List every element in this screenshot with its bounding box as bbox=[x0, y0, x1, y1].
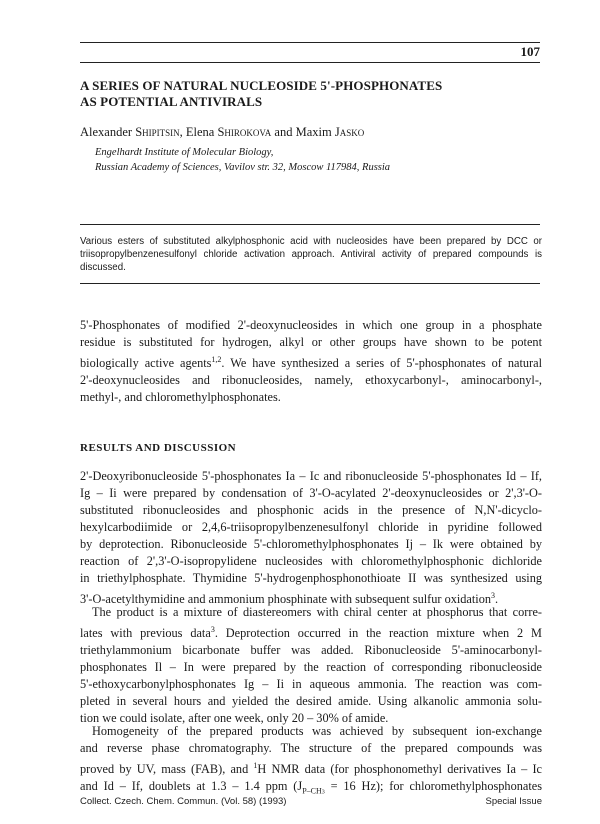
intro-line-4: 2'-deoxynucleosides and ribonucleosides, namely, ethoxycarbonyl-, aminocarbonyl-, bbox=[80, 373, 542, 388]
results-p2-line-2 bbox=[80, 621, 542, 642]
intro-line-2: residue is substituted for hydrogen, alkyl or other groups have shown to be potent bbox=[80, 335, 542, 349]
results-p1-line-6: reaction of 2',3'-O-isopropylidene nucleosides with chloromethylphosphonic dichloride bbox=[80, 554, 542, 568]
results-p3-sub-pch: P–CH bbox=[302, 786, 322, 796]
results-p2-ref-3: 3 bbox=[210, 625, 215, 634]
results-p1-text-8: 3'-O-acetylthymidine and ammonium phosphinate with subsequent sulfur oxidation bbox=[80, 592, 492, 607]
intro-line-5: methyl-, and chloromethylphosphonates. bbox=[80, 390, 281, 405]
results-p3-text-3b: H NMR data (for phosphonomethyl derivatives Ia – Ic bbox=[257, 762, 542, 777]
author-1-first: Alexander bbox=[80, 125, 136, 139]
results-p1-ref-3: 3 bbox=[491, 591, 496, 600]
author-1-last: Shipitsin bbox=[135, 125, 180, 139]
intro-line-3 bbox=[80, 351, 542, 372]
results-p3-text-4b: = 16 Hz); for chloromethylphosphonates bbox=[324, 779, 542, 794]
results-p3-line-1: Homogeneity of the prepared products was achieved by subsequent ion-exchange bbox=[92, 724, 542, 738]
intro-text-3a: biologically active agents bbox=[80, 356, 212, 371]
results-p3-text-4a: and Id – If, doublets at 1.3 – 1.4 ppm (J bbox=[80, 779, 303, 794]
abstract-line-3: discussed. bbox=[80, 262, 126, 273]
article-title bbox=[80, 78, 540, 110]
intro-text-3b: . We have synthesized a series of 5'-phosphonates of natural bbox=[221, 356, 542, 371]
title-line-2: AS POTENTIAL ANTIVIRALS bbox=[80, 94, 263, 109]
results-p1-line-2: Ig – Ii were prepared by condensation of 3'-O-acylated 2'-deoxynucleosides or 2',3'-O- bbox=[80, 486, 542, 500]
page-number: 107 bbox=[520, 44, 540, 59]
results-paragraph-3 bbox=[80, 723, 542, 802]
results-p1-line-4: hexylcarbodiimide or 2,4,6-triisopropylbenzenesulfonyl chloride in pyridine followed bbox=[80, 520, 542, 534]
results-p1-line-7: in triethylphosphate. Thymidine 5'-hydrogenphosphonothioate II was synthesized using bbox=[80, 571, 542, 585]
affiliation-line-2: Russian Academy of Sciences, Vavilov str. 32, Moscow 117984, Russia bbox=[95, 162, 391, 173]
affiliation-line-1: Engelhardt Institute of Molecular Biology, bbox=[95, 147, 274, 158]
results-paragraph-1 bbox=[80, 468, 542, 608]
results-p3-sup-1: 1 bbox=[253, 761, 258, 770]
header-rule-top bbox=[80, 42, 540, 43]
results-p2-line-1: The product is a mixture of diastereomers with chiral center at phosphorus that corre- bbox=[92, 605, 542, 619]
header-rule-bottom bbox=[80, 62, 540, 63]
results-p3-text-3a: proved by UV, mass (FAB), and bbox=[80, 762, 254, 777]
results-p1-line-1: 2'-Deoxyribonucleoside 5'-phosphonates Ia – Ic and ribonucleoside 5'-phosphonates Id – If, bbox=[80, 469, 542, 483]
results-paragraph-2 bbox=[80, 604, 542, 727]
author-sep-1: , Elena bbox=[179, 125, 218, 139]
results-p2-line-5: 5'-ethoxycarbonylphosphonates Ig – Ii in aqueous ammonia. The reaction was com- bbox=[80, 677, 542, 692]
footer-journal: Collect. Czech. Chem. Commun. (Vol. 58) (1993) bbox=[80, 796, 287, 807]
results-p1-line-5: by deprotection. Ribonucleoside 5'-chloromethylphosphonates Ij – Ik were obtained by bbox=[80, 537, 542, 551]
abstract-line-2: triisopropylbenzenesulfonyl chloride activation approach. Antiviral activity of prepared compounds is bbox=[80, 249, 542, 260]
intro-ref-1-2: 1,2 bbox=[211, 355, 222, 364]
results-p3-line-3 bbox=[80, 757, 542, 778]
results-p2-text-2a: lates with previous data bbox=[80, 626, 211, 641]
results-p2-line-6: pleted in several hours and yielded the desired amide. Using alkanolic ammonia solu- bbox=[80, 694, 542, 709]
author-2-last: Shirokova bbox=[217, 125, 272, 139]
intro-paragraph bbox=[80, 317, 542, 406]
results-p2-line-3: triethylammonium bicarbonate buffer was added. Ribonucleoside 5'-aminocarbonyl- bbox=[80, 643, 542, 658]
results-p3-line-2: and reverse phase chromatography. The structure of the prepared compounds was bbox=[80, 741, 542, 755]
section-heading: RESULTS AND DISCUSSION bbox=[80, 442, 237, 454]
author-sep-2: and Maxim bbox=[271, 125, 335, 139]
author-3-last: Jasko bbox=[334, 125, 365, 139]
abstract-rule-top bbox=[80, 224, 540, 225]
intro-line-1: 5'-Phosphonates of modified 2'-deoxynucleosides in which one group in a phosphate bbox=[80, 318, 542, 332]
abstract-rule-bottom bbox=[80, 283, 540, 284]
footer-issue: Special Issue bbox=[485, 796, 542, 807]
results-p2-line-7: tion we could isolate, after one week, only 20 – 30% of amide. bbox=[80, 711, 389, 726]
results-p2-text-2b: . Deprotection occurred in the reaction mixture when 2 M bbox=[214, 626, 542, 641]
results-p3-sub-3: 3 bbox=[321, 789, 325, 796]
title-line-1: A SERIES OF NATURAL NUCLEOSIDE 5'-PHOSPHONATES bbox=[80, 78, 443, 93]
results-p2-line-4: phosphonates Il – In were prepared by the reaction of corresponding ribonucleoside bbox=[80, 660, 542, 675]
abstract bbox=[80, 235, 542, 274]
results-p1-end: . bbox=[495, 592, 499, 607]
abstract-line-1: Various esters of substituted alkylphosphonic acid with nucleosides have been prepared by DCC or bbox=[80, 236, 542, 247]
author-list bbox=[80, 125, 364, 140]
results-p1-line-3: substituted ribonucleosides and phosphonic acids in the presence of N,N'-dicyclo- bbox=[80, 503, 542, 517]
